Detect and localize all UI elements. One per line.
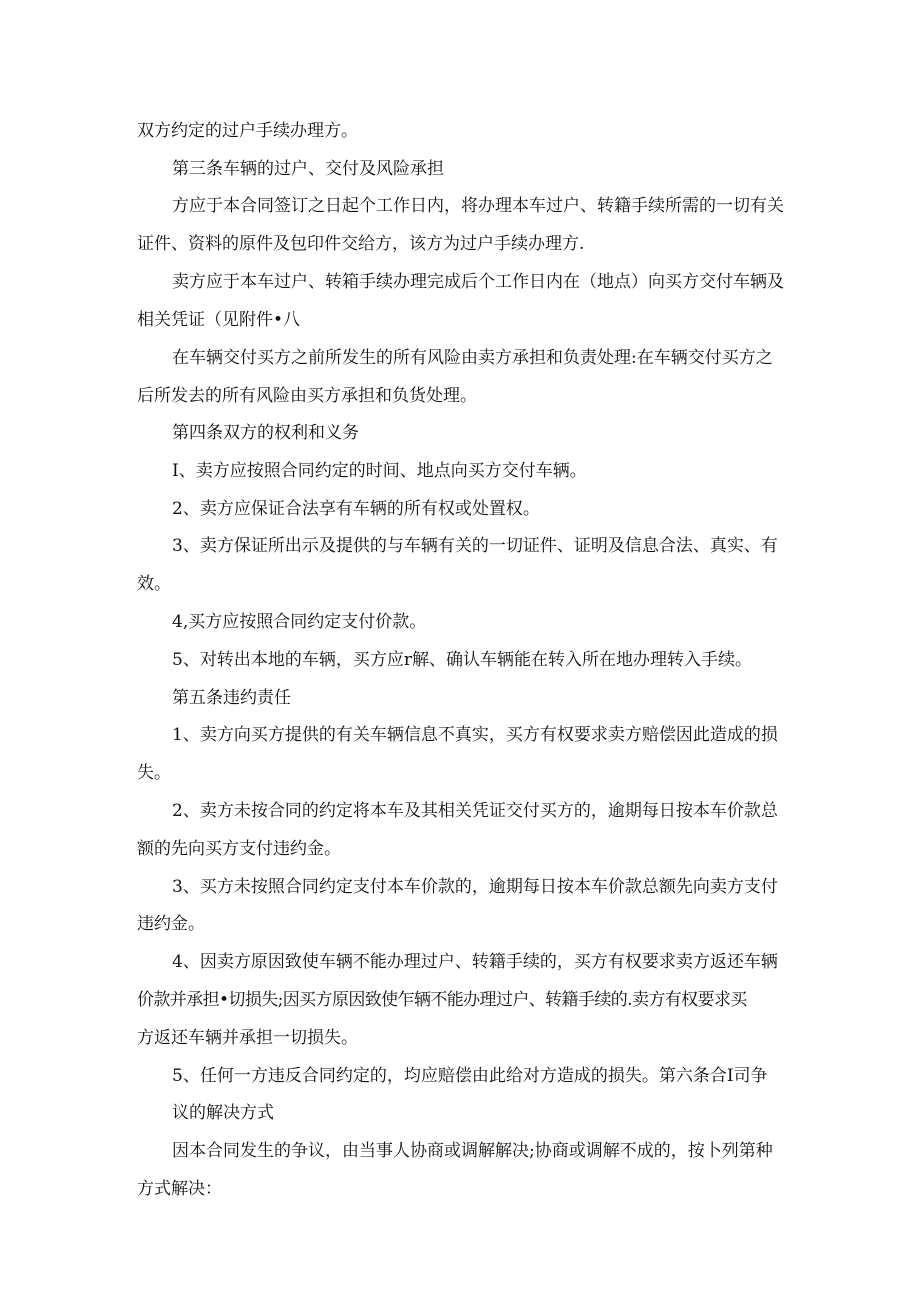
list-item: 4,买方应按照合同约定支付价款。 [172, 612, 427, 632]
text-line: 额的先向买方支付违约金。 [137, 839, 341, 859]
list-item: 2、卖方应保证合法享有车辆的所有权或处置权。 [172, 499, 540, 519]
text-line: 方式解决： [137, 1179, 222, 1199]
list-item: 5、对转出本地的车辆，买方应r解、确认车辆能在转入所在地办理转入手续。 [172, 650, 752, 670]
section-heading: 第五条违约责任 [172, 688, 291, 708]
text-line: 因本合同发生的争议，由当事人协商或调解解决;协商或调解不成的，按卜列第种 [172, 1141, 773, 1161]
text-line: 方应于本合同签订之日起个工作日内，将办理本车过户、转籍手续所需的一切有关 [172, 196, 784, 216]
section-heading: 第三条车辆的过户、交付及风险承担 [172, 159, 444, 179]
text-line: 相关凭证（见附件•八 [137, 310, 301, 330]
list-item: 3、卖方保证所出示及提供的与车辆有关的一切证件、证明及信息合法、真实、有 [172, 536, 778, 556]
text-line: 方返还车辆并承担一切损失。 [137, 1028, 358, 1048]
list-item: I、卖方应按照合同约定的时间、地点向买方交付车辆。 [172, 461, 587, 481]
text-line: 效。 [137, 574, 171, 594]
text-line: 双方约定的过户手续办理方。 [137, 121, 358, 141]
text-line: 卖方应于本车过户、转箱手续办理完成后个工作日内在（地点）向买方交付车辆及 [172, 272, 784, 292]
list-item: 2、卖方未按合同的约定将本车及其相关凭证交付买方的，逾期每日按本车价款总 [172, 801, 778, 821]
text-line: 违约金。 [137, 914, 205, 934]
text-line: 后所发去的所有风险由买方承担和负货处理。 [137, 386, 477, 406]
text-line: 在车辆交付买方之前所发生的所有风险由卖方承担和负责处理:在车辆交付买方之 [172, 348, 773, 368]
text-line: 价款并承担•切损失;因买方原因致使乍辆不能办理过户、转籍手续的.卖方有权要求买 [137, 990, 747, 1010]
section-heading: 第四条双方的权利和义务 [172, 423, 359, 443]
list-item: 1、卖方向买方提供的有关车辆信息不真实，买方有权要求卖方赔偿因此造成的损 [172, 725, 778, 745]
text-line: 失。 [137, 763, 171, 783]
list-item: 5、任何一方违反合同约定的，均应赔偿由此给对方造成的损失。第六条合I司争 [172, 1066, 768, 1086]
section-heading: 议的解决方式 [172, 1103, 274, 1123]
text-line: 证件、资料的原件及包印件交给方，该方为过户手续办理方. [137, 234, 585, 254]
list-item: 4、因卖方原因致使车辆不能办理过户、转籍手续的，买方有权要求卖方返还车辆 [172, 952, 778, 972]
list-item: 3、买方未按照合同约定支付本车价款的，逾期每日按本车价款总额先向卖方支付 [172, 877, 778, 897]
